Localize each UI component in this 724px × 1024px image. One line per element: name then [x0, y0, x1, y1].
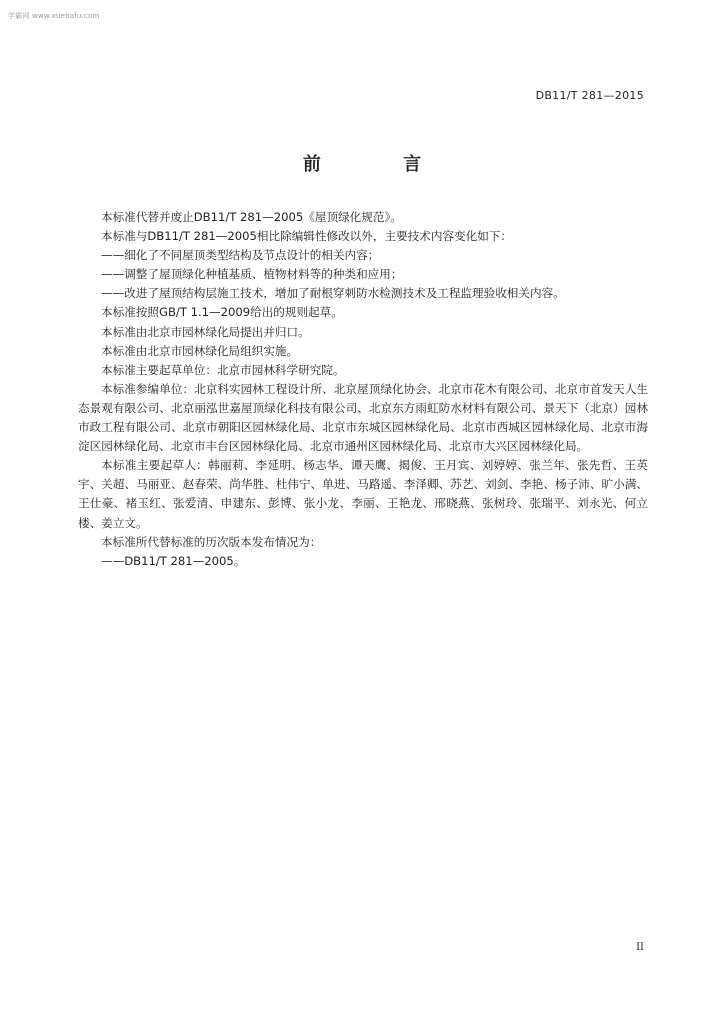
- document-body: [78, 208, 648, 571]
- document-code: DB11/T 281—2015: [535, 89, 644, 102]
- paragraph: 本标准代替并废止DB11/T 281—2005《屋顶绿化规范》。: [101, 210, 402, 224]
- paragraph: 本标准按照GB/T 1.1—2009给出的规则起草。: [101, 305, 343, 320]
- list-item: ——DB11/T 281—2005。: [101, 553, 246, 568]
- list-item: ——改进了屋顶结构层施工技术，增加了耐根穿刺防水检测技术及工程监理验收相关内容。: [101, 286, 565, 301]
- paragraph: 本标准与DB11/T 281—2005相比除编辑性修改以外，主要技术内容变化如下：: [101, 229, 512, 244]
- page-number: II: [636, 942, 644, 953]
- paragraph: 本标准参编单位：北京科实园林工程设计所、北京屋顶绿化协会、北京市花木有限公司、北京市首发天人生态景观有限公司、北京丽泓世嘉屋顶绿化科技有限公司、北京东方雨虹防水材料有限公司、景天下（北京）园林市政工程有限公司、北京市朝阳区园林绿化局、北京市东城区园林绿化局、北京市西城区园林绿化局、北京市海淀区园林绿化局、北京市丰台区园林绿化局、北京市通州区园林绿化局、北京市大兴区园林绿化局。: [78, 381, 648, 454]
- watermark: 学霸网 www.xuebafu.com: [8, 12, 100, 20]
- page-title: 前 言: [302, 154, 460, 175]
- paragraph: 本标准主要起草人：韩丽莉、李延明、杨志华、谭天鹰、揭俊、王月宾、刘婷婷、张兰年、张先哲、王英宇、关超、马丽亚、赵春荣、尚华胜、杜伟宁、单进、马路遥、李泽卿、苏艺、刘剑、李艳、杨子沛、旷小满、王仕豪、褚玉红、张爱清、申建东、彭博、张小龙、李丽、王艳龙、邢晓燕、张树玲、张瑞平、刘永光、何立楼、姜立文。: [78, 458, 648, 530]
- paragraph: 本标准主要起草单位：北京市园林科学研究院。: [101, 362, 345, 377]
- paragraph: 本标准所代替标准的历次版本发布情况为：: [101, 534, 322, 549]
- paragraph: 本标准由北京市园林绿化局组织实施。: [101, 343, 299, 358]
- list-item: ——调整了屋顶绿化种植基质、植物材料等的种类和应用；: [101, 267, 403, 282]
- list-item: ——细化了不同屋顶类型结构及节点设计的相关内容；: [101, 248, 380, 263]
- paragraph: 本标准由北京市园林绿化局提出并归口。: [101, 324, 310, 339]
